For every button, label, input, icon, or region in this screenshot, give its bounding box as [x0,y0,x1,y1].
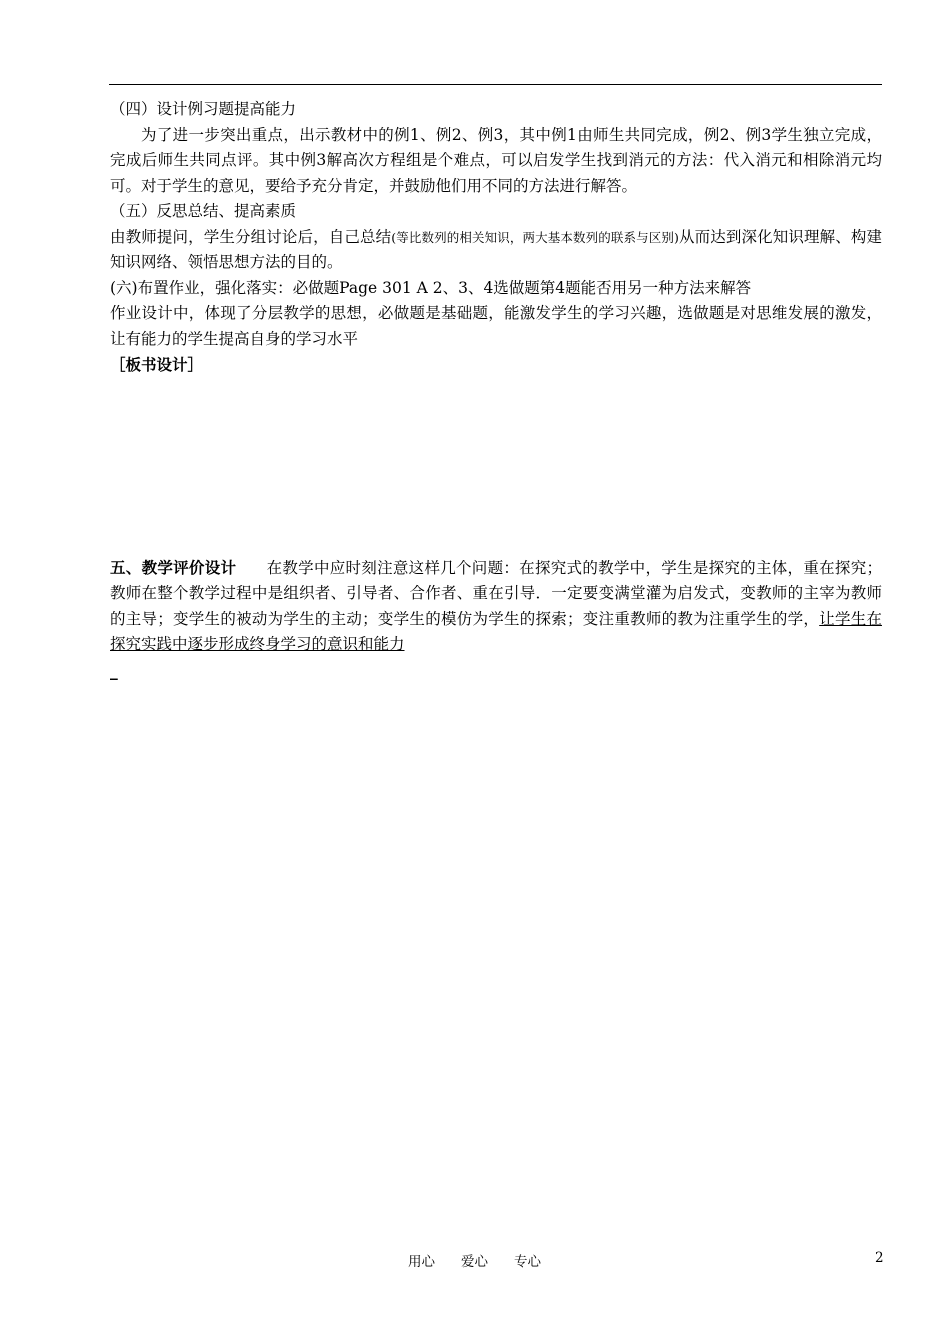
section-5-body-start: 由教师提问，学生分组讨论后，自己总结 [110,227,392,246]
evaluation-trailing: _ [110,660,118,680]
section-6-line: (六)布置作业，强化落实：必做题Page 301 A 2、3、4选做题第4题能否用另一种方法来解答 [110,278,752,297]
section-4-heading: （四）设计例习题提高能力 [110,100,297,118]
section-5-body-note: (等比数列的相关知识，两大基本数列的联系与区别) [391,229,679,245]
board-design-heading: ［板书设计］ [110,355,204,374]
evaluation-body: 在教学中应时刻注意这样几个问题：在探究式的教学中，学生是探究的主体，重在探究；教师在整个教学过程中是组织者、引导者、合作者、重在引导．一定要变满堂灌为启发式，变教师的主宰为教师的主导；变学生的被动为学生的主动；变学生的模仿为学生的探索；变注重教师的教为注重学生的学， [110,558,882,628]
section-4-body: 为了进一步突出重点，出示教材中的例1、例2、例3，其中例1由师生共同完成，例2、例3学生独立完成，完成后师生共同点评。其中例3解高次方程组是个难点，可以启发学生找到消元的方法：代入消元和相除消元均可。对于学生的意见，要给予充分肯定，并鼓励他们用不同的方法进行解答。 [110,125,882,195]
page-number: 2 [875,1250,884,1266]
evaluation-paragraph [110,555,882,658]
board-design-space [110,378,882,555]
section-6-body: 作业设计中，体现了分层教学的思想，必做题是基础题，能激发学生的学习兴趣，选做题是对思维发展的激发，让有能力的学生提高自身的学习水平 [110,304,882,348]
evaluation-underlined: 让学生在探究实践中逐步形成终身学习的意识和能力 [110,609,882,653]
section-5-body-end: 从而达到深化知识理解、构建知识网络、领悟思想方法的目的。 [110,227,882,271]
footer-item-1: 用心 [408,1254,435,1270]
footer-item-2: 爱心 [461,1254,488,1270]
evaluation-heading: 五、教学评价设计 [110,557,237,577]
footer-motto [408,1250,567,1270]
document-body [110,97,882,683]
footer-item-3: 专心 [514,1254,541,1270]
section-5-heading: （五）反思总结、提高素质 [110,202,297,220]
section-5-body [110,225,882,276]
header-rule [109,84,882,85]
